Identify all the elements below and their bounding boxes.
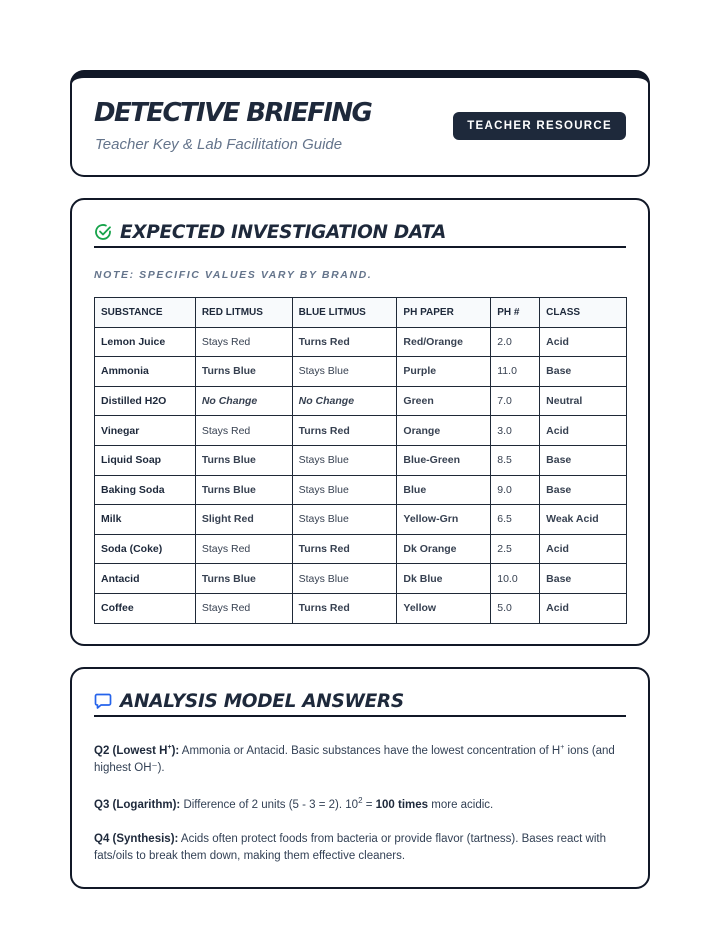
analysis-card	[70, 667, 650, 889]
table-row	[95, 475, 627, 505]
substance-cell: Vinegar	[95, 416, 196, 446]
blue-litmus-cell: Stays Blue	[292, 475, 397, 505]
red-litmus-cell: Stays Red	[195, 416, 292, 446]
ph-paper-cell: Orange	[397, 416, 491, 446]
column-header: RED LITMUS	[195, 298, 292, 328]
ph-paper-cell: Blue	[397, 475, 491, 505]
q3-label: Q3 (Logarithm):	[94, 798, 181, 811]
class-cell: Weak Acid	[540, 505, 627, 535]
substance-cell: Baking Soda	[95, 475, 196, 505]
red-litmus-cell: Stays Red	[195, 593, 292, 623]
table-row	[95, 534, 627, 564]
ph-paper-cell: Dk Orange	[397, 534, 491, 564]
substance-cell: Lemon Juice	[95, 327, 196, 357]
teacher-resource-badge: TEACHER RESOURCE	[453, 112, 626, 140]
class-cell: Acid	[540, 416, 627, 446]
red-litmus-cell: Turns Blue	[195, 357, 292, 387]
header-card	[70, 70, 650, 177]
ph-number-cell: 10.0	[491, 564, 540, 594]
red-litmus-cell: Turns Blue	[195, 445, 292, 475]
red-litmus-cell: Turns Blue	[195, 564, 292, 594]
blue-litmus-cell: Stays Blue	[292, 445, 397, 475]
ph-paper-cell: Green	[397, 386, 491, 416]
ph-number-cell: 3.0	[491, 416, 540, 446]
blue-litmus-cell: No Change	[292, 386, 397, 416]
red-litmus-cell: Turns Blue	[195, 475, 292, 505]
ph-paper-cell: Red/Orange	[397, 327, 491, 357]
blue-litmus-cell: Turns Red	[292, 416, 397, 446]
column-header: SUBSTANCE	[95, 298, 196, 328]
ph-paper-cell: Dk Blue	[397, 564, 491, 594]
check-circle-icon	[94, 223, 112, 241]
table-row	[95, 564, 627, 594]
ph-number-cell: 5.0	[491, 593, 540, 623]
table-row	[95, 386, 627, 416]
investigation-section-header	[94, 218, 626, 248]
answer-q2: Q2 (Lowest H+): Ammonia or Antacid. Basic substances have the lowest concentration of H+ ions (and highest OH⁻).	[94, 744, 615, 774]
page-title: DETECTIVE BRIEFING	[94, 98, 372, 128]
class-cell: Acid	[540, 534, 627, 564]
table-row	[95, 357, 627, 387]
answer-q3: Q3 (Logarithm): Difference of 2 units (5 - 3 = 2). $10^2 = 100$ times more acidic.	[94, 796, 494, 811]
blue-litmus-cell: Stays Blue	[292, 564, 397, 594]
blue-litmus-cell: Turns Red	[292, 534, 397, 564]
brand-note: NOTE: SPECIFIC VALUES VARY BY BRAND.	[94, 269, 373, 281]
substance-cell: Antacid	[95, 564, 196, 594]
column-header: CLASS	[540, 298, 627, 328]
class-cell: Acid	[540, 593, 627, 623]
ph-paper-cell: Purple	[397, 357, 491, 387]
table-row	[95, 505, 627, 535]
column-header: BLUE LITMUS	[292, 298, 397, 328]
q2-label: Q2 (Lowest H+):	[94, 744, 180, 757]
class-cell: Base	[540, 564, 627, 594]
blue-litmus-cell: Stays Blue	[292, 357, 397, 387]
substance-cell: Distilled H2O	[95, 386, 196, 416]
table-row	[95, 327, 627, 357]
investigation-data-card	[70, 198, 650, 646]
ph-number-cell: 2.5	[491, 534, 540, 564]
column-header: PH #	[491, 298, 540, 328]
substance-cell: Coffee	[95, 593, 196, 623]
class-cell: Neutral	[540, 386, 627, 416]
ph-number-cell: 7.0	[491, 386, 540, 416]
ph-number-cell: 9.0	[491, 475, 540, 505]
blue-litmus-cell: Stays Blue	[292, 505, 397, 535]
blue-litmus-cell: Turns Red	[292, 593, 397, 623]
analysis-title: ANALYSIS MODEL ANSWERS	[120, 690, 404, 712]
page-subtitle: Teacher Key & Lab Facilitation Guide	[95, 136, 343, 153]
substance-cell: Liquid Soap	[95, 445, 196, 475]
red-litmus-cell: Stays Red	[195, 534, 292, 564]
ph-paper-cell: Yellow-Grn	[397, 505, 491, 535]
answer-q4: Q4 (Synthesis): Acids often protect foods from bacteria or provide flavor (tartness). Bases react with fats/oils to break them down, making them effective cleaners.	[94, 833, 606, 862]
table-row	[95, 416, 627, 446]
red-litmus-cell: Slight Red	[195, 505, 292, 535]
substance-cell: Soda (Coke)	[95, 534, 196, 564]
class-cell: Base	[540, 357, 627, 387]
red-litmus-cell: No Change	[195, 386, 292, 416]
table-header-row	[95, 298, 627, 328]
table-row	[95, 445, 627, 475]
q4-label: Q4 (Synthesis):	[94, 833, 179, 845]
column-header: PH PAPER	[397, 298, 491, 328]
table-row	[95, 593, 627, 623]
ph-number-cell: 11.0	[491, 357, 540, 387]
investigation-title: EXPECTED INVESTIGATION DATA	[120, 221, 447, 243]
substance-cell: Milk	[95, 505, 196, 535]
class-cell: Base	[540, 475, 627, 505]
ph-number-cell: 8.5	[491, 445, 540, 475]
ph-number-cell: 2.0	[491, 327, 540, 357]
ph-paper-cell: Yellow	[397, 593, 491, 623]
ph-number-cell: 6.5	[491, 505, 540, 535]
substance-cell: Ammonia	[95, 357, 196, 387]
analysis-section-header	[94, 687, 626, 717]
blue-litmus-cell: Turns Red	[292, 327, 397, 357]
ph-paper-cell: Blue-Green	[397, 445, 491, 475]
class-cell: Base	[540, 445, 627, 475]
chat-bubble-icon	[94, 692, 112, 710]
investigation-table	[94, 297, 627, 624]
class-cell: Acid	[540, 327, 627, 357]
red-litmus-cell: Stays Red	[195, 327, 292, 357]
